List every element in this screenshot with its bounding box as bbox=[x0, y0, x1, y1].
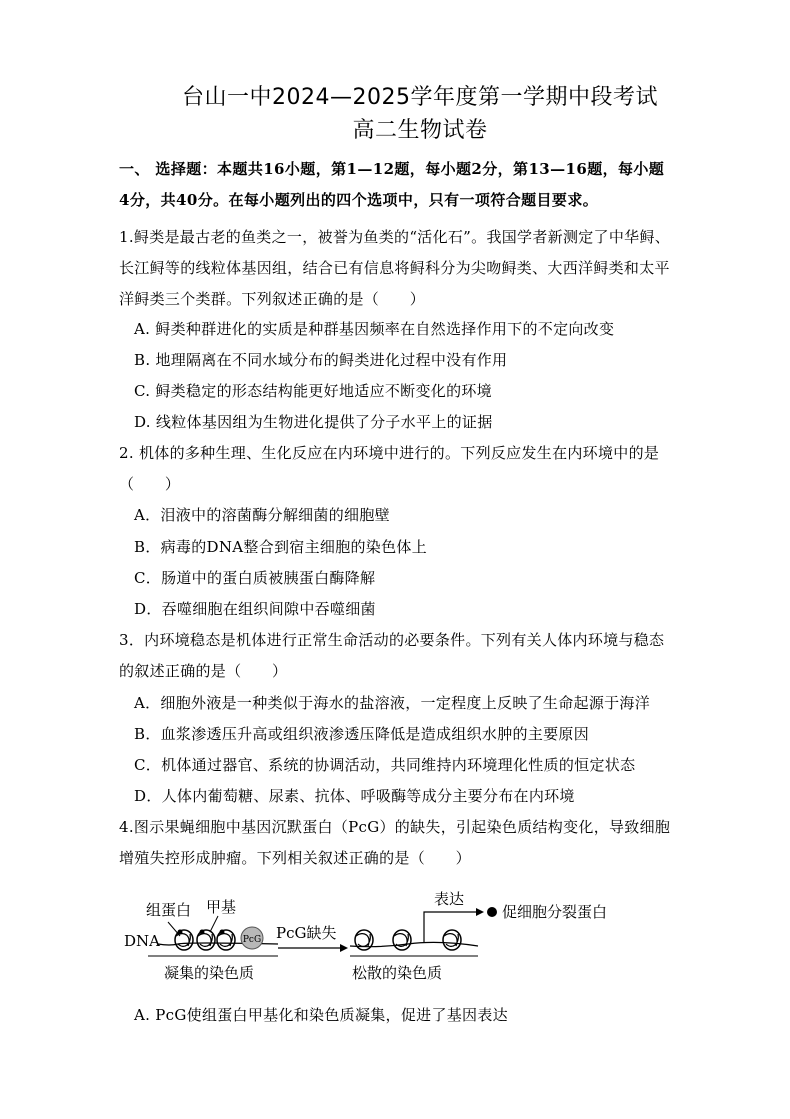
question-2-option-d: D．吞噬细胞在组织间隙中吞噬细菌 bbox=[134, 600, 376, 618]
nucleosome-right-3 bbox=[443, 930, 461, 950]
question-3-option-c: C．机体通过器官、系统的协调活动，共同维持内环境理化性质的恒定状态 bbox=[134, 756, 636, 774]
protein-dot bbox=[487, 907, 497, 917]
question-3-option-d: D．人体内葡萄糖、尿素、抗体、呼吸酶等成分主要分布在内环境 bbox=[134, 787, 575, 805]
diagram-label-methyl: 甲基 bbox=[206, 898, 237, 916]
nucleosome-right-1 bbox=[355, 930, 373, 950]
diagram-label-express: 表达 bbox=[434, 890, 465, 908]
exam-subtitle: 高二生物试卷 bbox=[352, 118, 488, 143]
methyl-dot bbox=[178, 930, 183, 935]
methyl-pointer bbox=[210, 916, 218, 932]
nucleosome-right-2 bbox=[393, 930, 411, 950]
question-2-option-c: C．肠道中的蛋白质被胰蛋白酶降解 bbox=[134, 569, 376, 587]
nucleosome-left-1 bbox=[175, 930, 193, 950]
methyl-dot bbox=[200, 930, 205, 935]
question-1-option-a: A. 鲟类种群进化的实质是种群基因频率在自然选择作用下的不定向改变 bbox=[134, 320, 615, 338]
expression-arrow-head-icon bbox=[476, 908, 484, 916]
diagram-label-condensed: 凝集的染色质 bbox=[164, 964, 255, 982]
question-2-stem: 2. 机体的多种生理、生化反应在内环境中进行的。下列反应发生在内环境中的是（ ） bbox=[119, 444, 660, 493]
nucleosome-left-3 bbox=[217, 930, 235, 950]
histone-pointer bbox=[168, 922, 180, 936]
question-3-stem: 3．内环境稳态是机体进行正常生命活动的必要条件。下列有关人体内环境与稳态的叙述正确的是（ ） bbox=[119, 631, 665, 680]
question-4-option-a: A. PcG使组蛋白甲基化和染色质凝集，促进了基因表达 bbox=[134, 1006, 508, 1024]
arrow-head-icon bbox=[340, 944, 348, 952]
exam-title: 台山一中2024—2025学年度第一学期中段考试 bbox=[182, 85, 658, 110]
expression-arrow bbox=[424, 912, 476, 942]
diagram-label-pcg: PcG bbox=[242, 935, 262, 945]
question-4-stem: 4.图示果蝇细胞中基因沉默蛋白（PcG）的缺失，引起染色质结构变化，导致细胞增殖失控形成肿瘤。下列相关叙述正确的是（ ） bbox=[119, 818, 671, 867]
diagram-label-histone: 组蛋白 bbox=[146, 901, 192, 919]
section-heading: 一、 选择题：本题共16小题，第1—12题，每小题2分，第13—16题，每小题4分，共40分。在每小题列出的四个选项中，只有一项符合题目要求。 bbox=[119, 160, 665, 209]
question-2-option-a: A．泪液中的溶菌酶分解细菌的细胞壁 bbox=[134, 506, 390, 524]
question-1-option-b: B. 地理隔离在不同水域分布的鲟类进化过程中没有作用 bbox=[134, 351, 508, 369]
question-1-option-d: D. 线粒体基因组为生物进化提供了分子水平上的证据 bbox=[134, 413, 493, 431]
question-2-option-b: B．病毒的DNA整合到宿主细胞的染色体上 bbox=[134, 538, 428, 556]
question-1-option-c: C. 鲟类稳定的形态结构能更好地适应不断变化的环境 bbox=[134, 382, 492, 400]
diagram-label-protein: 促细胞分裂蛋白 bbox=[502, 903, 608, 921]
question-3-option-b: B．血浆渗透压升高或组织液渗透压降低是造成组织水肿的主要原因 bbox=[134, 725, 590, 743]
question-3-option-a: A．细胞外液是一种类似于海水的盐溶液，一定程度上反映了生命起源于海洋 bbox=[134, 694, 651, 712]
methyl-dot bbox=[220, 930, 225, 935]
diagram-label-pcg-missing: PcG缺失 bbox=[276, 924, 337, 942]
nucleosome-left-2 bbox=[197, 930, 215, 950]
diagram-label-loose: 松散的染色质 bbox=[352, 964, 443, 982]
question-1-stem: 1.鲟类是最古老的鱼类之一，被誉为鱼类的“活化石”。我国学者新测定了中华鲟、长江鲟等的线粒体基因组，结合已有信息将鲟科分为尖吻鲟类、大西洋鲟类和太平洋鲟类三个类群。下列叙述正确的是（ ） bbox=[119, 228, 671, 308]
diagram-label-dna: DNA bbox=[124, 932, 160, 950]
chromatin-diagram bbox=[118, 884, 618, 994]
